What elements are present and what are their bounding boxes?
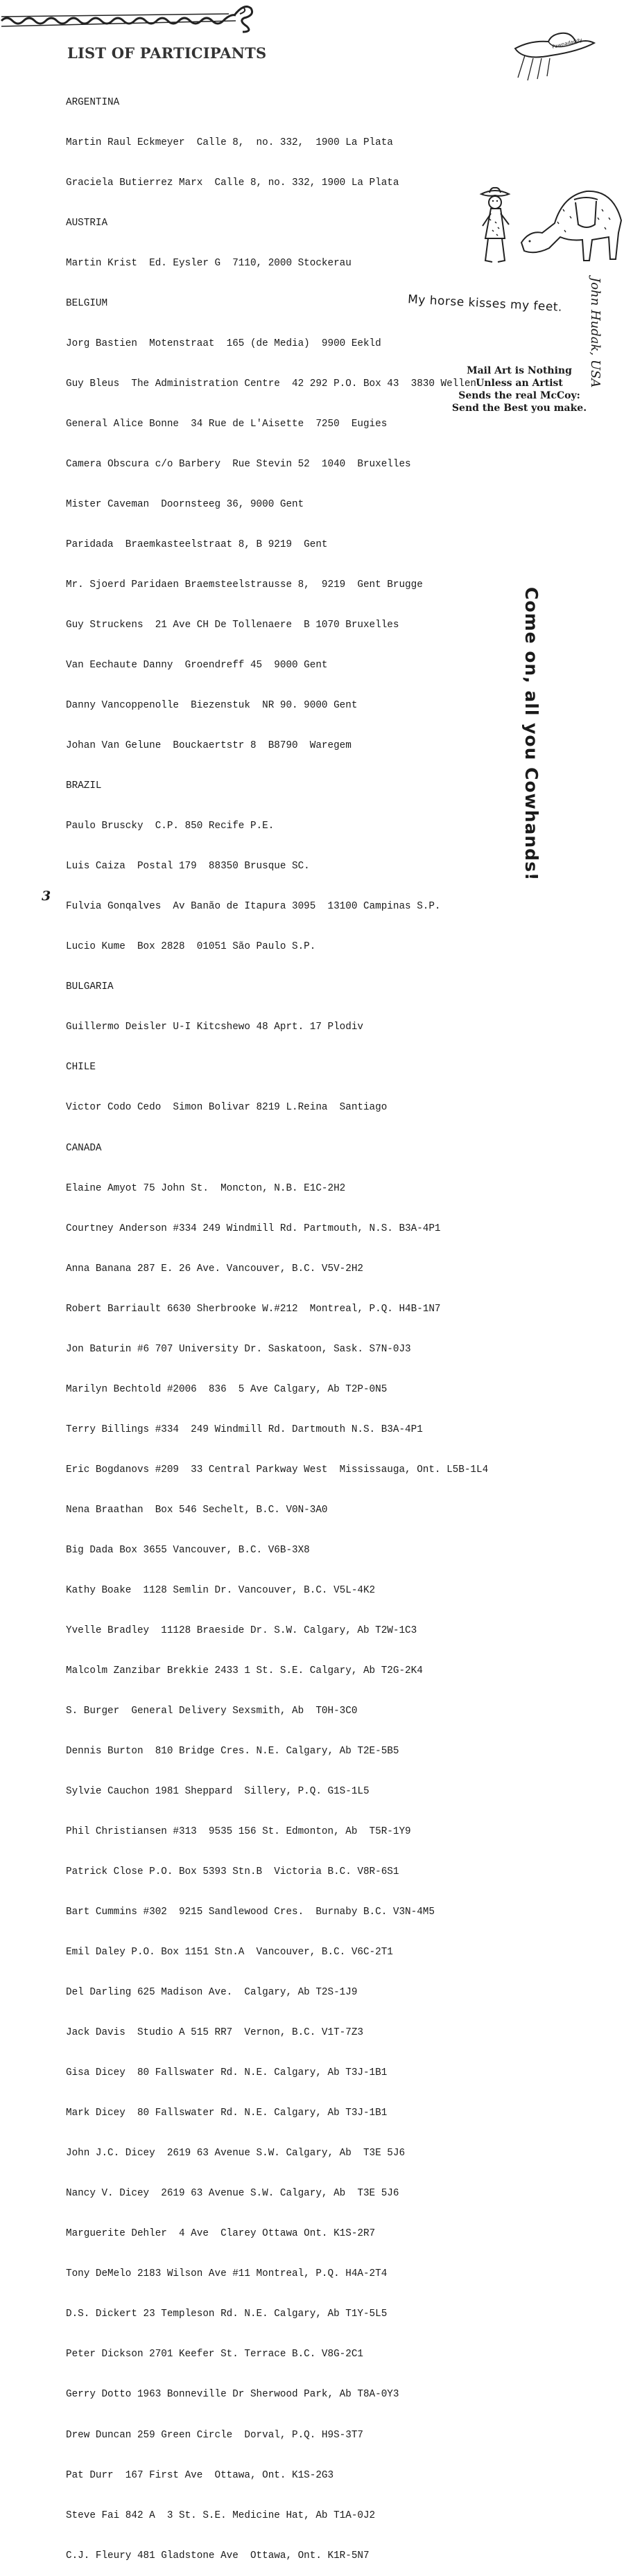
list-item: ARGENTINA <box>66 96 120 108</box>
list-item: AUSTRIA <box>66 217 108 229</box>
list-item: CHILE <box>66 1062 96 1074</box>
list-item: Lucio Kume Box 2828 01051 São Paulo S.P. <box>66 941 316 953</box>
artist-credit: John Hudak, USA <box>588 277 603 388</box>
list-item: Dennis Burton 810 Bridge Cres. N.E. Calgary, Ab T2E-5B5 <box>66 1745 399 1757</box>
list-item: Del Darling 625 Madison Ave. Calgary, Ab T2S-1J9 <box>66 1987 358 1999</box>
list-item: Paridada Braemkasteelstraat 8, B 9219 Gent <box>66 539 328 551</box>
mail-art-motto <box>444 365 595 414</box>
list-item: Patrick Close P.O. Box 5393 Stn.B Victoria B.C. V8R-6S1 <box>66 1866 399 1878</box>
list-item: Yvelle Bradley 11128 Braeside Dr. S.W. Calgary, Ab T2W-1C3 <box>66 1624 417 1636</box>
list-item: Mister Caveman Doornsteeg 36, 9000 Gent <box>66 499 304 510</box>
list-item: Sylvie Cauchon 1981 Sheppard Sillery, P.Q. G1S-1L5 <box>66 1786 370 1797</box>
list-item: Elaine Amyot 75 John St. Moncton, N.B. E1C-2H2 <box>66 1182 346 1194</box>
list-item: CANADA <box>66 1142 102 1154</box>
list-item: Kathy Boake 1128 Semlin Dr. Vancouver, B.C. V5L-4K2 <box>66 1584 376 1596</box>
list-item: Gisa Dicey 80 Fallswater Rd. N.E. Calgary, Ab T3J-1B1 <box>66 2067 388 2079</box>
list-item: Courtney Anderson #334 249 Windmill Rd. Partmouth, N.S. B3A-4P1 <box>66 1223 441 1234</box>
list-item: Gerry Dotto 1963 Bonneville Dr Sherwood Park, Ab T8A-0Y3 <box>66 2389 399 2401</box>
hat-label: Pawnadaddy <box>551 37 583 50</box>
page-title: LIST OF PARTICIPANTS <box>67 44 267 62</box>
participant-list <box>66 69 565 2576</box>
list-item: Bart Cummins #302 9215 Sandlewood Cres. Burnaby B.C. V3N-4M5 <box>66 1907 435 1918</box>
list-item: Van Eechaute Danny Groendreff 45 9000 Gent <box>66 660 328 672</box>
list-item: D.S. Dickert 23 Templeson Rd. N.E. Calgary, Ab T1Y-5L5 <box>66 2308 388 2320</box>
motto-line: Mail Art is Nothing <box>467 365 572 376</box>
list-item: Camera Obscura c/o Barbery Rue Stevin 52 1040 Bruxelles <box>66 458 411 470</box>
list-item: Victor Codo Cedo Simon Bolivar 8219 L.Reina Santiago <box>66 1102 388 1114</box>
list-item: Martin Krist Ed. Eysler G 7110, 2000 Stockerau <box>66 257 352 269</box>
list-item: Luis Caiza Postal 179 88350 Brusque SC. <box>66 861 310 873</box>
list-item: Jon Baturin #6 707 University Dr. Saskatoon, Sask. S7N-0J3 <box>66 1343 411 1355</box>
list-item: Paulo Bruscky C.P. 850 Recife P.E. <box>66 821 275 832</box>
list-item: BULGARIA <box>66 981 114 993</box>
motto-line: Send the Best you make. <box>451 403 587 414</box>
list-item: Emil Daley P.O. Box 1151 Stn.A Vancouver, B.C. V6C-2T1 <box>66 1947 393 1959</box>
list-item: John J.C. Dicey 2619 63 Avenue S.W. Calgary, Ab T3E 5J6 <box>66 2148 406 2159</box>
list-item: Marguerite Dehler 4 Ave Clarey Ottawa Ont. K1S-2R7 <box>66 2228 376 2240</box>
list-item: Mark Dicey 80 Fallswater Rd. N.E. Calgary, Ab T3J-1B1 <box>66 2108 388 2119</box>
motto-line: Unless an Artist <box>476 378 563 389</box>
list-item: General Alice Bonne 34 Rue de L'Aisette 7250 Eugies <box>66 418 388 430</box>
list-item: Eric Bogdanovs #209 33 Central Parkway West Mississauga, Ont. L5B-1L4 <box>66 1464 489 1475</box>
cowhands-slogan: Come on, all you Cowhands! <box>521 587 541 882</box>
list-item: Martin Raul Eckmeyer Calle 8, no. 332, 1900 La Plata <box>66 137 393 148</box>
horse-caption: My horse kisses my feet. <box>407 292 563 315</box>
list-item: Guillermo Deisler U-I Kitcshewo 48 Aprt. 17 Plodiv <box>66 1022 363 1033</box>
list-item: S. Burger General Delivery Sexsmith, Ab T0H-3C0 <box>66 1705 358 1717</box>
list-item: BELGIUM <box>66 297 108 309</box>
list-item: Drew Duncan 259 Green Circle Dorval, P.Q. H9S-3T7 <box>66 2429 363 2441</box>
list-item: Nena Braathan Box 546 Sechelt, B.C. V0N-3A0 <box>66 1504 328 1516</box>
list-item: Guy Struckens 21 Ave CH De Tollenaere B 1070 Bruxelles <box>66 620 399 631</box>
motto-line: Sends the real McCoy: <box>458 390 580 401</box>
list-item: Graciela Butierrez Marx Calle 8, no. 332, 1900 La Plata <box>66 177 399 189</box>
list-item: Steve Fai 842 A 3 St. S.E. Medicine Hat, Ab T1A-0J2 <box>66 2509 376 2521</box>
list-item: Mr. Sjoerd Paridaen Braemsteelstrausse 8, 9219 Gent Brugge <box>66 579 423 591</box>
page-number: 3 <box>42 888 51 904</box>
list-item: Jack Davis Studio A 515 RR7 Vernon, B.C. V1T-7Z3 <box>66 2027 363 2039</box>
list-item: Fulvia Gonqalves Av Banão de Itapura 3095 13100 Campinas S.P. <box>66 901 441 913</box>
list-item: Robert Barriault 6630 Sherbrooke W.#212 Montreal, P.Q. H4B-1N7 <box>66 1303 441 1315</box>
list-item: Anna Banana 287 E. 26 Ave. Vancouver, B.C. V5V-2H2 <box>66 1263 363 1274</box>
list-item: Big Dada Box 3655 Vancouver, B.C. V6B-3X8 <box>66 1544 310 1556</box>
rope-decoration <box>0 0 257 36</box>
list-item: Guy Bleus The Administration Centre 42 292 P.O. Box 43 3830 Wellen <box>66 378 476 389</box>
list-item: Pat Durr 167 First Ave Ottawa, Ont. K1S-2G3 <box>66 2469 334 2481</box>
list-item: Johan Van Gelune Bouckaertstr 8 B8790 Waregem <box>66 740 352 752</box>
list-item: BRAZIL <box>66 780 102 792</box>
list-item: Marilyn Bechtold #2006 836 5 Ave Calgary, Ab T2P-0N5 <box>66 1383 388 1395</box>
list-item: Tony DeMelo 2183 Wilson Ave #11 Montreal, P.Q. H4A-2T4 <box>66 2268 388 2280</box>
list-item: C.J. Fleury 481 Gladstone Ave Ottawa, Ont. K1R-5N7 <box>66 2550 370 2561</box>
list-item: Peter Dickson 2701 Keefer St. Terrace B.C. V8G-2C1 <box>66 2349 363 2360</box>
list-item: Nancy V. Dicey 2619 63 Avenue S.W. Calgary, Ab T3E 5J6 <box>66 2188 399 2200</box>
list-item: Phil Christiansen #313 9535 156 St. Edmonton, Ab T5R-1Y9 <box>66 1826 411 1838</box>
list-item: Danny Vancoppenolle Biezenstuk NR 90. 9000 Gent <box>66 700 358 712</box>
list-item: Jorg Bastien Motenstraat 165 (de Media) 9900 Eekld <box>66 338 381 349</box>
list-item: Terry Billings #334 249 Windmill Rd. Dartmouth N.S. B3A-4P1 <box>66 1423 423 1435</box>
list-item: Malcolm Zanzibar Brekkie 2433 1 St. S.E. Calgary, Ab T2G-2K4 <box>66 1665 423 1676</box>
